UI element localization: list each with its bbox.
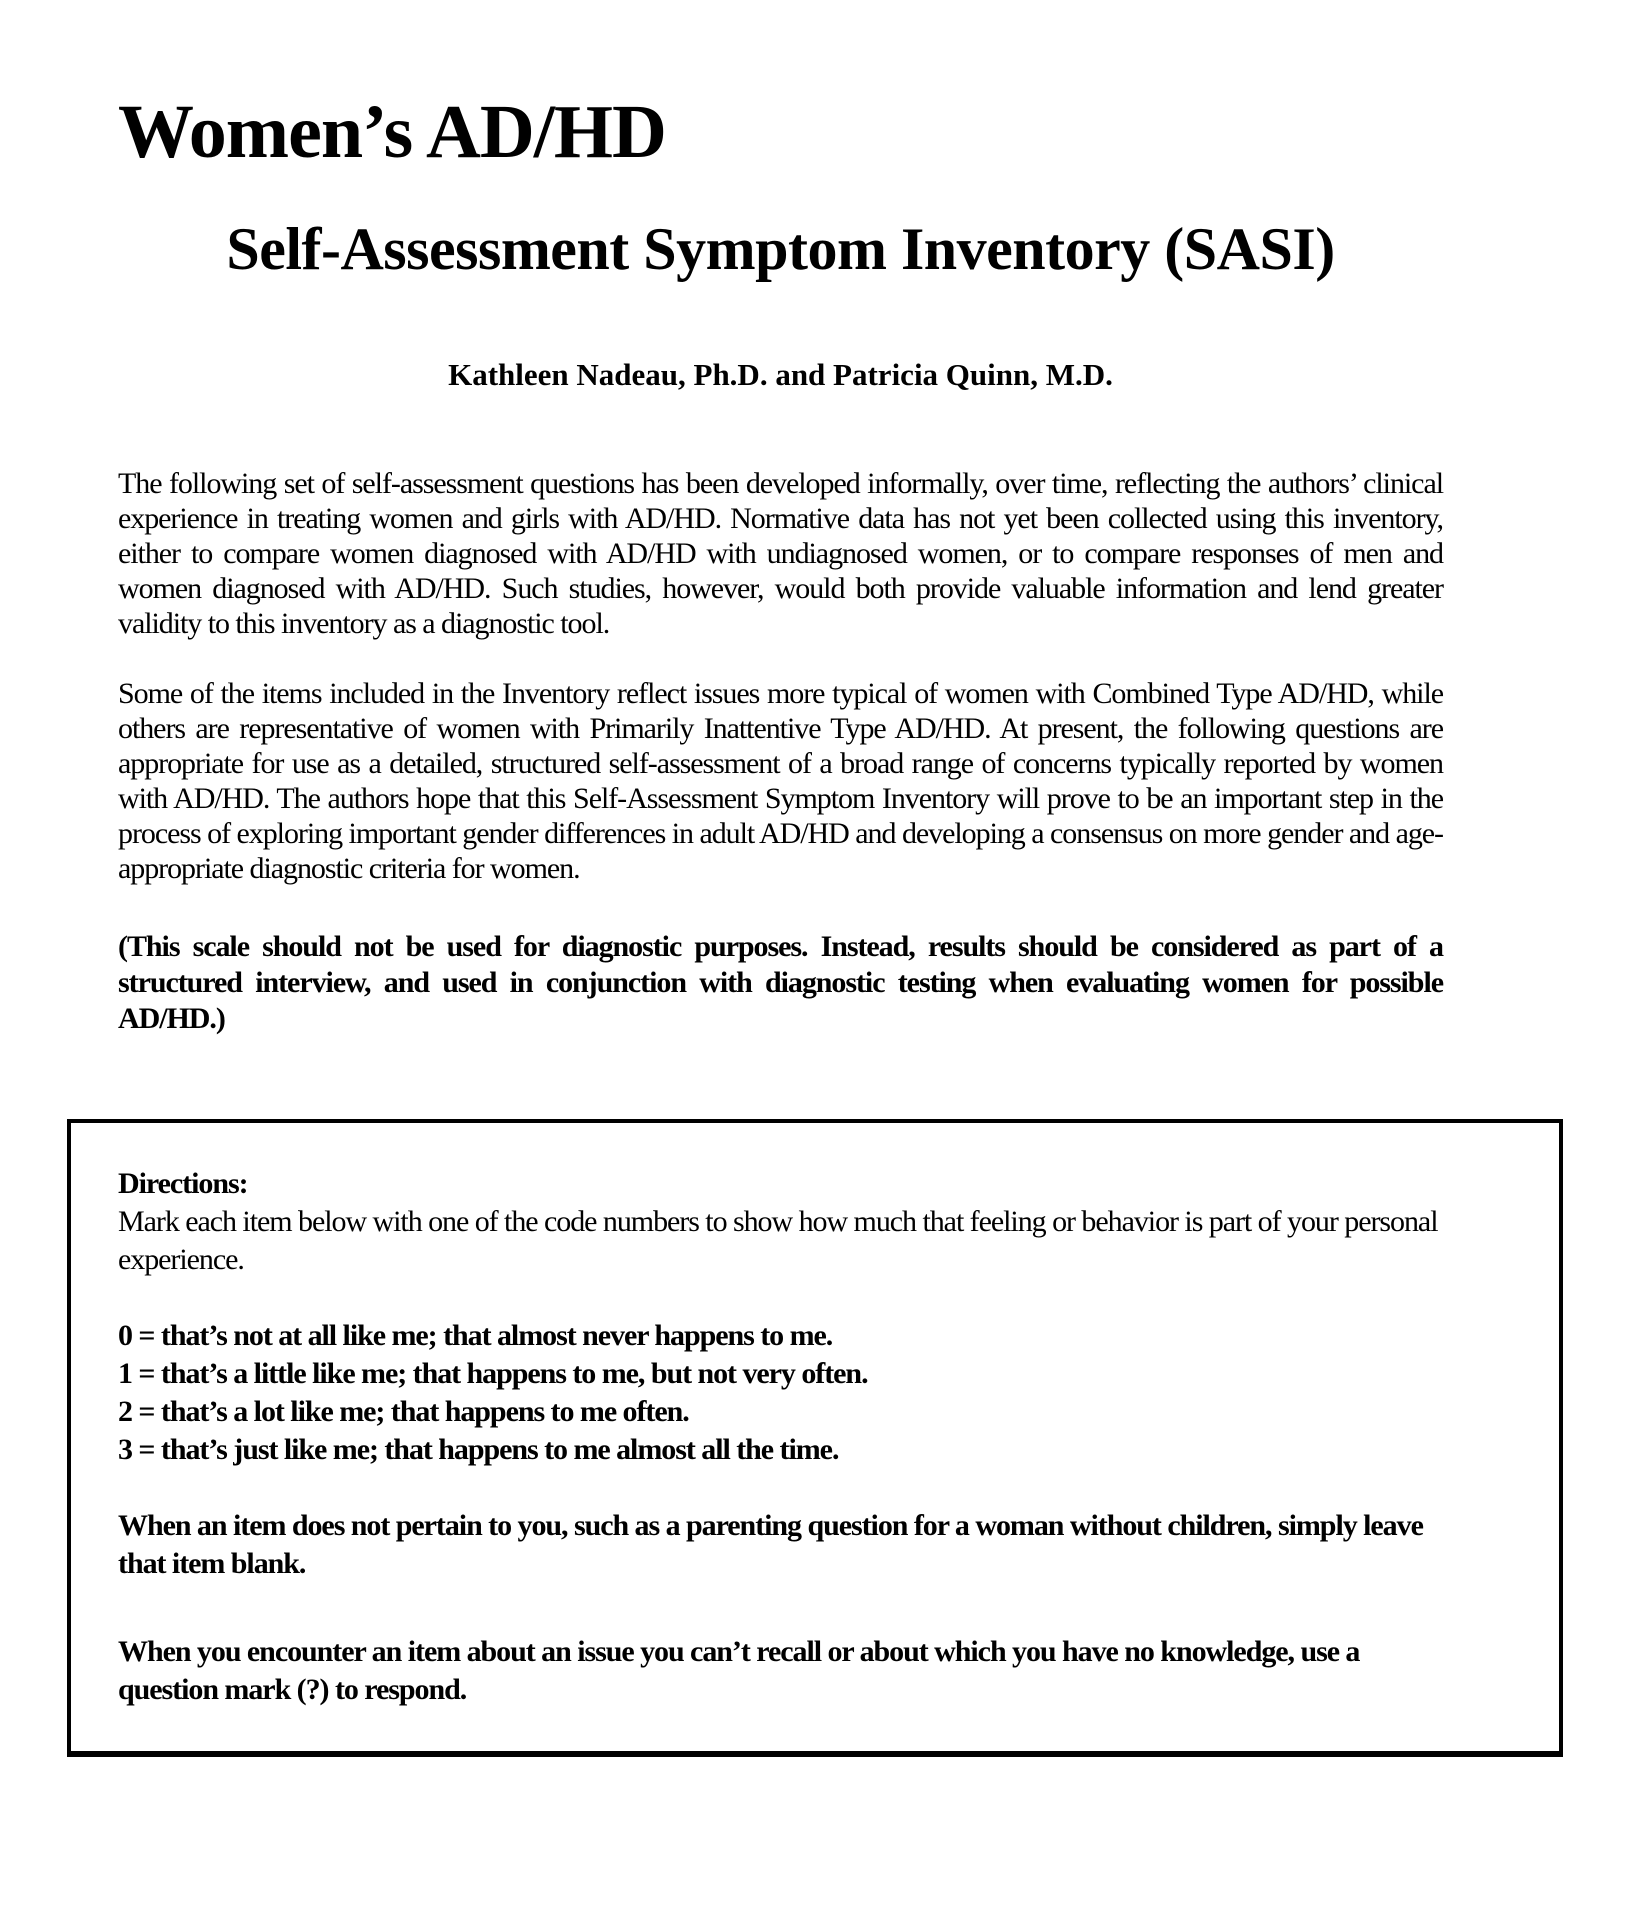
page-title: Women’s AD/HD [118, 90, 666, 174]
directions-instructions: Mark each item below with one of the code numbers to show how much that feeling or behavior is part of your personal experience. [118, 1205, 1438, 1277]
code-item-1: 1 = that’s a little like me; that happens to me, but not very often. [118, 1357, 868, 1391]
disclaimer-paragraph: (This scale should not be used for diagnostic purposes. Instead, results should be considered as part of a structured interview, and used in conjunction with diagnostic testing when evaluating women for possible AD/HD.) [118, 930, 1443, 1036]
intro-paragraph-1: The following set of self-assessment questions has been developed informally, over time, reflecting the authors’ clinical experience in treating women and girls with AD/HD. Normative data has not yet been collected using this inventory, either to compare women diagnosed with AD/HD with undiagnosed women, or to compare responses of men and women diagnosed with AD/HD. Such studies, however, would both provide valuable information and lend greater validity to this inventory as a diagnostic tool. [118, 467, 1443, 641]
authors-line: Kathleen Nadeau, Ph.D. and Patricia Quinn, M.D. [448, 357, 1113, 393]
response-code-list [118, 1317, 1504, 1469]
intro-paragraph-2: Some of the items included in the Inventory reflect issues more typical of women with Combined Type AD/HD, while others are representative of women with Primarily Inattentive Type AD/HD. At present, the following questions are appropriate for use as a detailed, structured self-assessment of a broad range of concerns typically reported by women with AD/HD. The authors hope that this Self-Assessment Symptom Inventory will prove to be an important step in the process of exploring important gender differences in adult AD/HD and developing a consensus on more gender and age-appropriate diagnostic criteria for women. [118, 677, 1443, 886]
code-item-0: 0 = that’s not at all like me; that almost never happens to me. [118, 1319, 833, 1353]
code-item-3: 3 = that’s just like me; that happens to me almost all the time. [118, 1433, 839, 1467]
directions-heading: Directions: [118, 1167, 248, 1201]
page-subtitle: Self-Assessment Symptom Inventory (SASI) [226, 216, 1335, 283]
directions-box [67, 1119, 1563, 1757]
note-question-mark: When you encounter an item about an issue you can’t recall or about which you have no knowledge, use a question mark (?) to respond. [118, 1635, 1360, 1707]
note-blank-items: When an item does not pertain to you, such as a parenting question for a woman without children, simply leave that item blank. [118, 1509, 1423, 1581]
code-item-2: 2 = that’s a lot like me; that happens to me often. [118, 1395, 689, 1429]
